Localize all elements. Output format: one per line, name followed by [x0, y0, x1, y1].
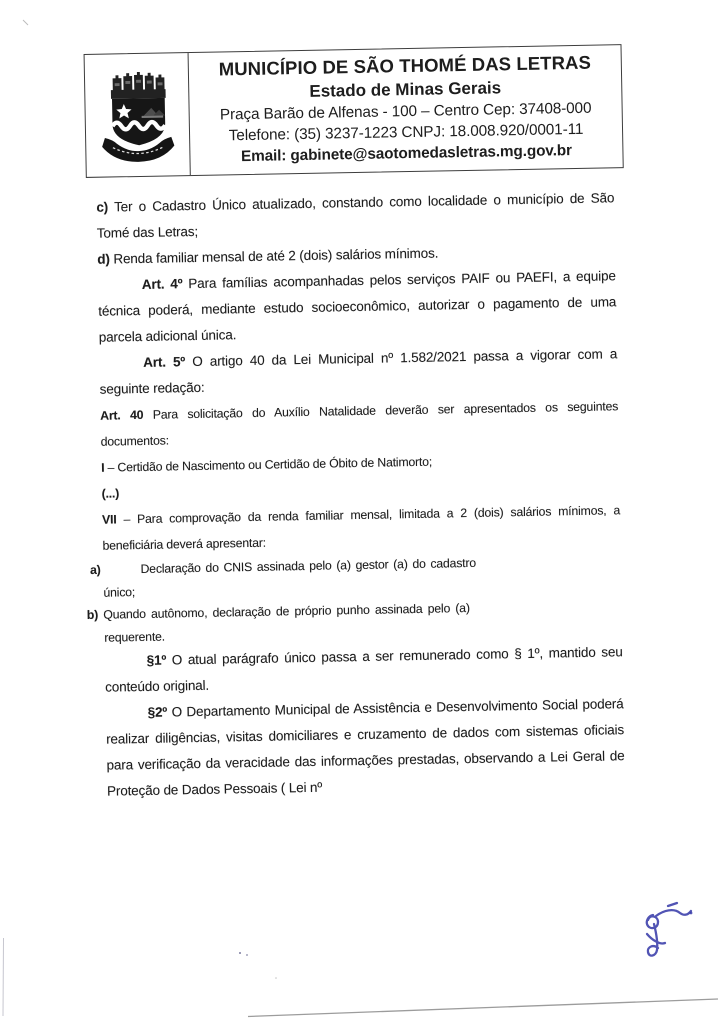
clause-text: Renda familiar mensal de até 2 (dois) salários mínimos.	[113, 245, 439, 267]
municipality-name: MUNICÍPIO DE SÃO THOMÉ DAS LETRAS	[218, 51, 592, 80]
item-marker: b)	[86, 607, 99, 623]
item-text: Declaração do CNIS assinada pelo (a) gestor (a) do cadastro único;	[103, 555, 477, 600]
ellipsis-line: (...)	[101, 486, 120, 501]
article-4	[98, 263, 617, 350]
item-text: – Para comprovação da renda familiar mensal, limitada a 2 (dois) salários mínimos, a beneficiária deverá apresentar:	[102, 503, 621, 553]
email-line: Email: gabinete@saotomedasletras.mg.gov.br	[240, 142, 573, 166]
address-line: Praça Barão de Alfenas - 100 – Centro Cep: 37408-000	[219, 99, 592, 124]
tab-space	[101, 573, 141, 574]
phone-cnpj-line: Telefone: (35) 3237-1223 CNPJ: 18.008.920/0001-11	[228, 120, 584, 145]
paper-left-edge	[3, 938, 4, 1016]
clause-text: Ter o Cadastro Único atualizado, constando como localidade o município de São Tomé das Letras;	[96, 190, 615, 241]
quoted-article-40	[100, 393, 619, 454]
article-marker: Art. 40	[100, 407, 144, 423]
article-marker: Art. 4º	[141, 276, 183, 292]
article-text: Para solicitação do Auxílio Natalidade deverão ser apresentados os seguintes documentos:	[100, 399, 619, 449]
sub-item-b	[86, 597, 471, 649]
quoted-item-vii	[102, 497, 621, 558]
paragraph-text: O Departamento Municipal de Assistência e Desenvolvimento Social poderá realizar diligências, visitas domiciliares e cruzamento de dados com sistemas oficiais para verificação da veracidade das informações prestadas, observando a Lei Geral de Proteção de Dados Pessoais ( Lei nº	[105, 696, 625, 799]
clause-marker: d)	[97, 251, 110, 267]
article-text: O artigo 40 da Lei Municipal nº 1.582/2021 passa a vigorar com a seguinte redação:	[99, 346, 618, 397]
article-text: Para famílias acompanhadas pelos serviços PAIF ou PAEFI, a equipe técnica poderá, mediante estudo socioeconômico, autorizar o pagamento de uma parcela adicional única.	[98, 268, 617, 345]
item-marker: a)	[89, 562, 101, 577]
item-marker: I	[101, 460, 105, 475]
item-marker: VII	[101, 512, 117, 527]
item-text: – Certidão de Nascimento ou Certidão de Óbito de Natimorto;	[107, 454, 433, 475]
letterhead	[84, 44, 624, 178]
paragraph-marker: §1º	[146, 652, 167, 668]
article-marker: Art. 5º	[143, 354, 186, 370]
clause-c	[96, 185, 615, 246]
crest-cell	[85, 53, 191, 177]
municipal-coat-of-arms-icon	[95, 65, 179, 164]
item-text: Quando autônomo, declaração de próprio punho assinada pelo (a) requerente.	[103, 600, 470, 645]
paragraph-1	[104, 639, 623, 700]
article-5	[99, 341, 618, 402]
clause-marker: c)	[96, 199, 109, 215]
paragraph-marker: §2º	[147, 704, 168, 720]
paragraph-2	[105, 691, 625, 804]
sub-item-a	[89, 552, 477, 604]
paragraph-text: O atual parágrafo único passa a ser remunerado como § 1º, mantido seu conteúdo original.	[105, 644, 623, 695]
state-name: Estado de Minas Gerais	[309, 78, 502, 101]
letterhead-text	[189, 45, 623, 175]
document-body	[86, 185, 625, 804]
